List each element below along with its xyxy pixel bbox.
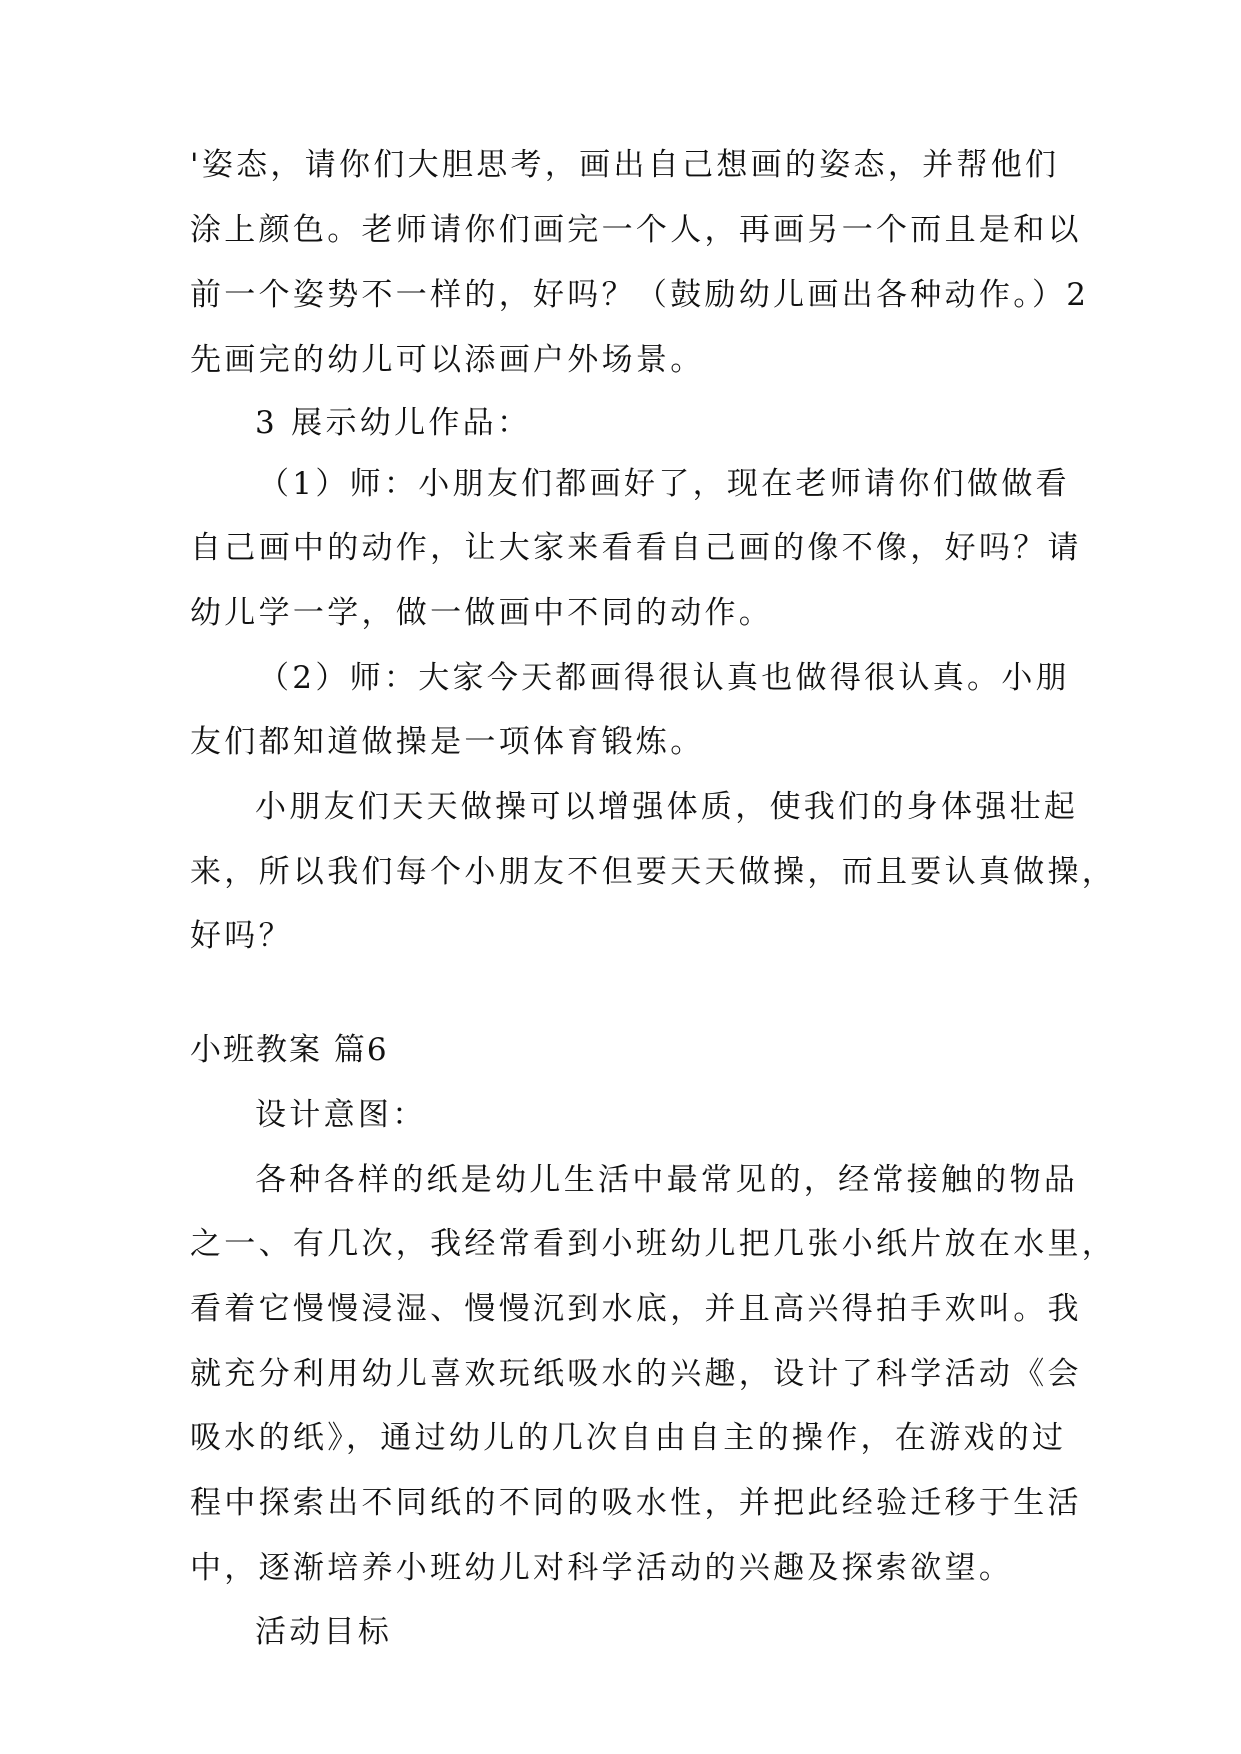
body-text-line: 涂上颜色。老师请你们画完一个人，再画另一个而且是和以 (190, 212, 1082, 248)
section-heading: 活动目标 (255, 1614, 393, 1650)
body-text-line: 看着它慢慢浸湿、慢慢沉到水底，并且高兴得拍手欢叫。我 (190, 1291, 1082, 1327)
body-text-line: 之一、有几次，我经常看到小班幼儿把几张小纸片放在水里， (190, 1226, 1117, 1262)
body-text-line: 中，逐渐培养小班幼儿对科学活动的兴趣及探索欲望。 (190, 1550, 1014, 1586)
body-text-line: （2）师：大家今天都画得很认真也做得很认真。小朋 (258, 660, 1070, 696)
body-text-line: 幼儿学一学，做一做画中不同的动作。 (190, 595, 774, 631)
body-text-line: 先画完的幼儿可以添画户外场景。 (190, 342, 705, 378)
body-text-line: 前一个姿势不一样的，好吗？（鼓励幼儿画出各种动作。）2 (190, 277, 1090, 313)
body-text-line: 程中探索出不同纸的不同的吸水性，并把此经验迁移于生活 (190, 1485, 1082, 1521)
body-text-line: 自己画中的动作，让大家来看看自己画的像不像，好吗？请 (190, 530, 1082, 566)
body-text-line: '姿态，请你们大胆思考，画出自己想画的姿态，并帮他们 (190, 147, 1060, 183)
body-text-line: 小朋友们天天做操可以增强体质，使我们的身体强壮起 (255, 789, 1079, 825)
body-text-line: 好吗？ (190, 918, 293, 954)
body-text-line: 吸水的纸》，通过幼儿的几次自由自主的操作，在游戏的过 (190, 1420, 1067, 1456)
body-text-line: （1）师：小朋友们都画好了，现在老师请你们做做看 (258, 466, 1070, 502)
body-text-line: 友们都知道做操是一项体育锻炼。 (190, 724, 705, 760)
section-heading: 设计意图： (255, 1097, 427, 1133)
section-heading: 3 展示幼儿作品： (255, 405, 532, 441)
body-text-line: 来，所以我们每个小朋友不但要天天做操，而且要认真做操， (190, 854, 1117, 890)
body-text-line: 各种各样的纸是幼儿生活中最常见的，经常接触的物品 (255, 1162, 1079, 1198)
body-text-line: 就充分利用幼儿喜欢玩纸吸水的兴趣，设计了科学活动《会 (190, 1356, 1082, 1392)
lesson-title: 小班教案 篇6 (190, 1032, 389, 1068)
